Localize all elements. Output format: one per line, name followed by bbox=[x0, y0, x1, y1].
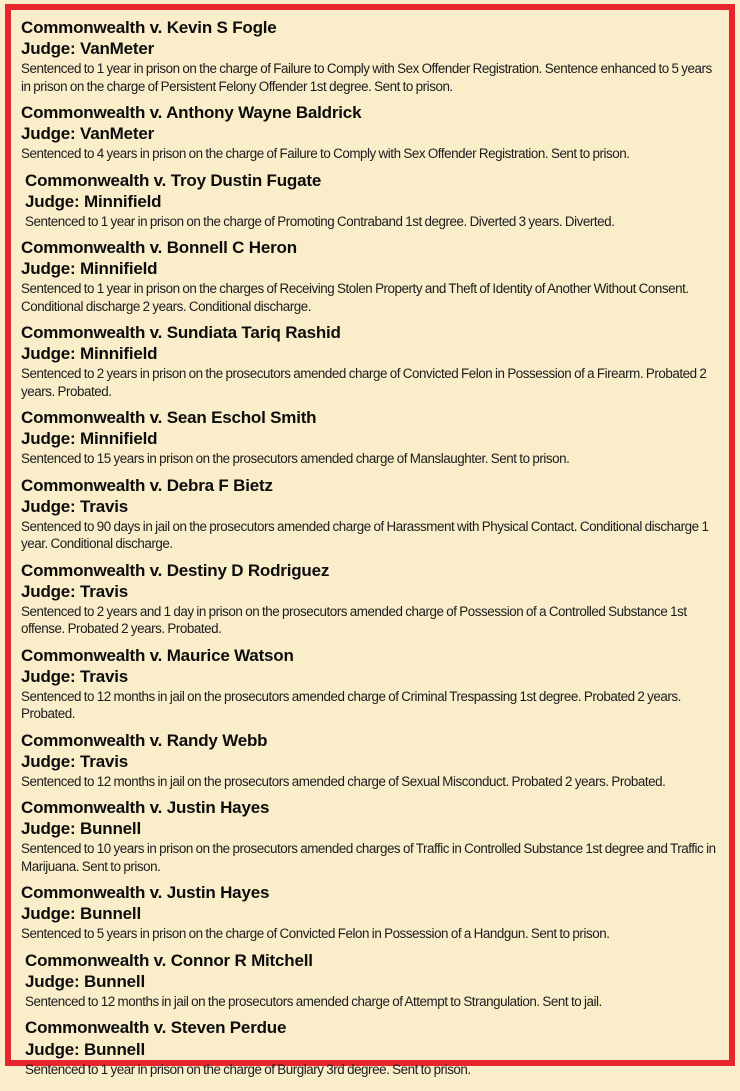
case-entry bbox=[21, 645, 717, 723]
case-description: Sentenced to 2 years and 1 day in prison on the prosecutors amended charge of Possession of a Controlled Substance 1st offense. Probated 2 years. Probated. bbox=[21, 603, 687, 637]
case-description: Sentenced to 10 years in prison on the prosecutors amended charges of Traffic in Controlled Substance 1st degree and Traffic in Marijuana. Sent to prison. bbox=[21, 841, 716, 874]
case-judge: Judge: VanMeter bbox=[21, 39, 155, 59]
case-judge: Judge: Minnifield bbox=[21, 344, 158, 364]
case-judge: Judge: Minnifield bbox=[21, 259, 158, 279]
case-title: Commonwealth v. Justin Hayes bbox=[21, 883, 270, 903]
case-entry bbox=[21, 797, 717, 875]
case-description: Sentenced to 1 year in prison on the charge of Burglary 3rd degree. Sent to prison. bbox=[25, 1061, 471, 1077]
case-title: Commonwealth v. Connor R Mitchell bbox=[25, 950, 313, 970]
case-entry bbox=[21, 730, 717, 791]
case-title: Commonwealth v. Debra F Bietz bbox=[21, 475, 273, 495]
case-title: Commonwealth v. Maurice Watson bbox=[21, 645, 294, 665]
case-judge: Judge: VanMeter bbox=[21, 124, 155, 144]
case-title: Commonwealth v. Sundiata Tariq Rashid bbox=[21, 323, 341, 343]
case-description: Sentenced to 90 days in jail on the prosecutors amended charge of Harassment with Physical Contact. Conditional discharge 1 year. Conditional discharge. bbox=[21, 518, 709, 552]
case-entry bbox=[21, 102, 717, 163]
case-judge: Judge: Travis bbox=[21, 751, 128, 771]
case-description: Sentenced to 1 year in prison on the charge of Failure to Comply with Sex Offender Registration. Sentence enhanced to 5 years in prison on the charge of Persistent Felony Offender 1st degree. Sent to prison. bbox=[21, 61, 712, 94]
case-judge: Judge: Travis bbox=[21, 666, 128, 686]
case-title: Commonwealth v. Kevin S Fogle bbox=[21, 18, 277, 37]
case-description: Sentenced to 12 months in jail on the prosecutors amended charge of Sexual Misconduct. Probated 2 years. Probated. bbox=[21, 773, 666, 789]
case-entry bbox=[21, 170, 717, 231]
case-judge: Judge: Bunnell bbox=[21, 904, 141, 924]
case-judge: Judge: Bunnell bbox=[25, 1039, 145, 1059]
case-entry bbox=[21, 475, 717, 553]
case-title: Commonwealth v. Troy Dustin Fugate bbox=[25, 170, 322, 190]
case-entry bbox=[21, 17, 717, 95]
case-description: Sentenced to 4 years in prison on the charge of Failure to Comply with Sex Offender Registration. Sent to prison. bbox=[21, 146, 630, 162]
case-description: Sentenced to 5 years in prison on the charge of Convicted Felon in Possession of a Handgun. Sent to prison. bbox=[21, 926, 610, 942]
case-description: Sentenced to 12 months in jail on the prosecutors amended charge of Attempt to Strangulation. Sent to jail. bbox=[25, 994, 602, 1010]
case-entry bbox=[21, 1017, 717, 1078]
case-description: Sentenced to 15 years in prison on the prosecutors amended charge of Manslaughter. Sent to prison. bbox=[21, 451, 570, 467]
case-title: Commonwealth v. Anthony Wayne Baldrick bbox=[21, 103, 362, 122]
case-entry bbox=[21, 407, 717, 468]
case-title: Commonwealth v. Steven Perdue bbox=[25, 1018, 287, 1038]
case-title: Commonwealth v. Destiny D Rodriguez bbox=[21, 560, 330, 580]
case-judge: Judge: Travis bbox=[21, 581, 128, 601]
case-title: Commonwealth v. Sean Eschol Smith bbox=[21, 408, 317, 428]
case-entry bbox=[21, 560, 717, 638]
case-description: Sentenced to 12 months in jail on the prosecutors amended charge of Criminal Trespassing 1st degree. Probated 2 years. Probated. bbox=[21, 688, 681, 722]
case-title: Commonwealth v. Bonnell C Heron bbox=[21, 238, 297, 258]
case-entry bbox=[21, 322, 717, 400]
case-title: Commonwealth v. Justin Hayes bbox=[21, 798, 270, 818]
case-judge: Judge: Minnifield bbox=[21, 429, 158, 449]
case-title: Commonwealth v. Randy Webb bbox=[21, 730, 268, 750]
case-entry bbox=[21, 237, 717, 315]
case-judge: Judge: Bunnell bbox=[25, 971, 145, 991]
red-border-frame bbox=[5, 4, 735, 1077]
case-list bbox=[11, 10, 729, 1091]
case-description: Sentenced to 2 years in prison on the prosecutors amended charge of Convicted Felon in Possession of a Firearm. Probated 2 years. Probated. bbox=[21, 366, 707, 399]
case-description: Sentenced to 1 year in prison on the charges of Receiving Stolen Property and Theft of Identity of Another Without Consent. Conditional discharge 2 years. Conditional discharge. bbox=[21, 281, 689, 314]
case-judge: Judge: Travis bbox=[21, 496, 128, 516]
case-entry bbox=[21, 950, 717, 1011]
case-judge: Judge: Minnifield bbox=[25, 191, 162, 211]
case-judge: Judge: Bunnell bbox=[21, 819, 141, 839]
case-entry bbox=[21, 882, 717, 943]
case-description: Sentenced to 1 year in prison on the charge of Promoting Contraband 1st degree. Diverted 3 years. Diverted. bbox=[25, 213, 615, 229]
